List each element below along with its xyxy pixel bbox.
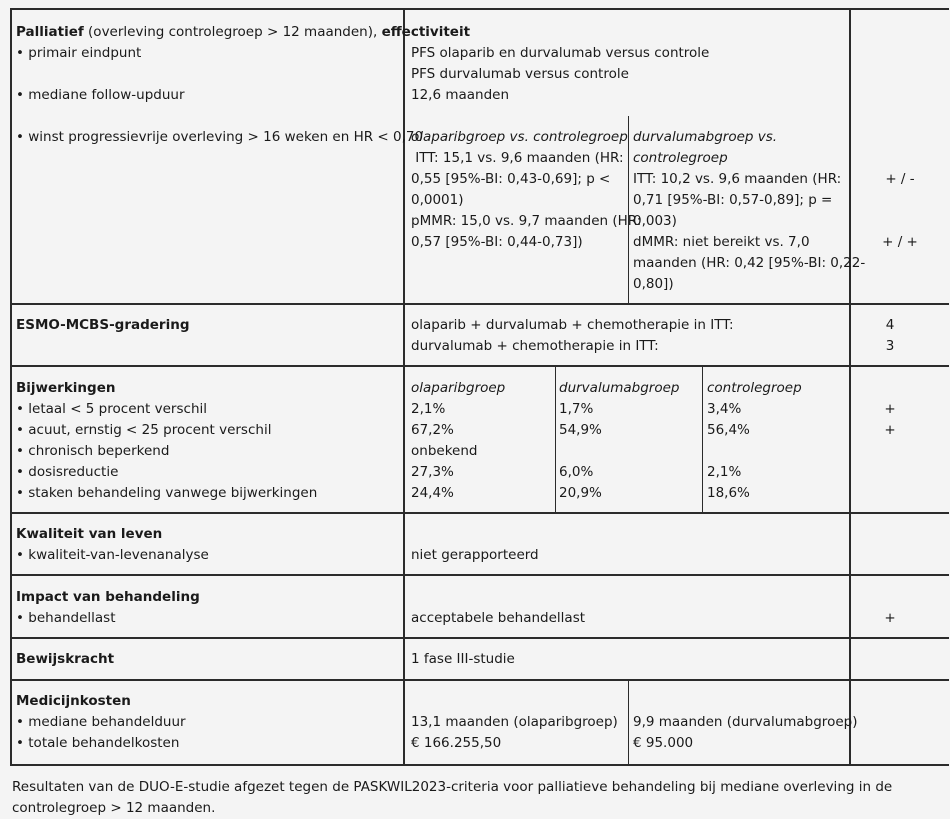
score: + (884, 610, 896, 626)
rule (10, 512, 949, 514)
rule (555, 366, 556, 513)
palliatief-heading: Palliatief (overleving controlegroep > 12 maanden), effectiviteit (16, 24, 471, 40)
rule (10, 8, 12, 766)
bewijs-heading: Bewijskracht (16, 651, 115, 667)
bewijs-value: 1 fase III-studie (411, 651, 515, 667)
rule (702, 366, 703, 513)
table-caption: Resultaten van de DUO-E-studie afgezet tegen de PASKWIL2023-criteria voor palliatieve behandeling bij mediane overleving in de controlegroep > 12 maanden. (12, 779, 893, 816)
impact-value: acceptabele behandellast (411, 610, 586, 626)
score: + / - (885, 171, 915, 187)
rule (10, 764, 949, 766)
list-item: • mediane follow-upduur (16, 87, 185, 103)
bijwerkingen-scores: + + (884, 401, 896, 438)
kosten-olaparib: 13,1 maanden (olaparibgroep) € 166.255,50 (411, 714, 618, 751)
rule (10, 303, 949, 305)
olaparib-effect: olaparibgroep vs. controlegroep ITT: 15,1 vs. 9,6 maanden (HR: 0,55 [95%-BI: 0,43-0,69]; p < 0,0001) pMMR: 15,0 vs. 9,7 maanden (HR: 0,57 [95%-BI: 0,44-0,73]) (411, 129, 642, 250)
esmo-values: olaparib + durvalumab + chemotherapie in ITT: durvalumab + chemotherapie in ITT: (411, 317, 734, 354)
esmo-heading: ESMO-MCBS-gradering (16, 317, 190, 333)
score: + / + (882, 234, 918, 250)
endpoint-values: PFS olaparib en durvalumab versus controle PFS durvalumab versus controle 12,6 maanden (411, 45, 710, 103)
rule (10, 8, 949, 10)
rule (10, 637, 949, 639)
bijwerkingen-durvalumab: durvalumabgroep 1,7% 54,9% 6,0% 20,9% (559, 380, 680, 501)
esmo-scores: 4 3 (885, 317, 895, 354)
kwaliteit-value: niet gerapporteerd (411, 547, 539, 563)
kosten-durvalumab: 9,9 maanden (durvalumabgroep) € 95.000 (633, 714, 858, 751)
rule (628, 680, 629, 765)
bijwerkingen-controle: controlegroep 3,4% 56,4% 2,1% 18,6% (707, 380, 802, 501)
rule (10, 365, 949, 367)
list-item: • winst progressievrije overleving > 16 weken en HR < 0,70 (16, 129, 424, 145)
rule (10, 679, 949, 681)
bijwerkingen-labels: Bijwerkingen • letaal < 5 procent verschil • acuut, ernstig < 25 procent verschil • chronisch beperkend • dosisreductie • staken behandeling vanwege bijwerkingen (16, 380, 318, 501)
rule (403, 8, 405, 766)
kwaliteit-labels: Kwaliteit van leven • kwaliteit-van-levenanalyse (16, 526, 209, 563)
durvalumab-effect: durvalumabgroep vs. controlegroep ITT: 10,2 vs. 9,6 maanden (HR: 0,71 [95%-BI: 0,57-0,89]; p = 0,003) dMMR: niet bereikt vs. 7,0 maanden (HR: 0,42 [95%-BI: 0,22- 0,80]) (633, 129, 866, 292)
rule (849, 8, 851, 766)
rule (10, 574, 949, 576)
impact-labels: Impact van behandeling • behandellast (16, 589, 200, 626)
list-item: • primair eindpunt (16, 45, 142, 61)
bijwerkingen-olaparib: olaparibgroep 2,1% 67,2% onbekend 27,3% 24,4% (411, 380, 506, 501)
kosten-labels: Medicijnkosten • mediane behandelduur • totale behandelkosten (16, 693, 186, 751)
